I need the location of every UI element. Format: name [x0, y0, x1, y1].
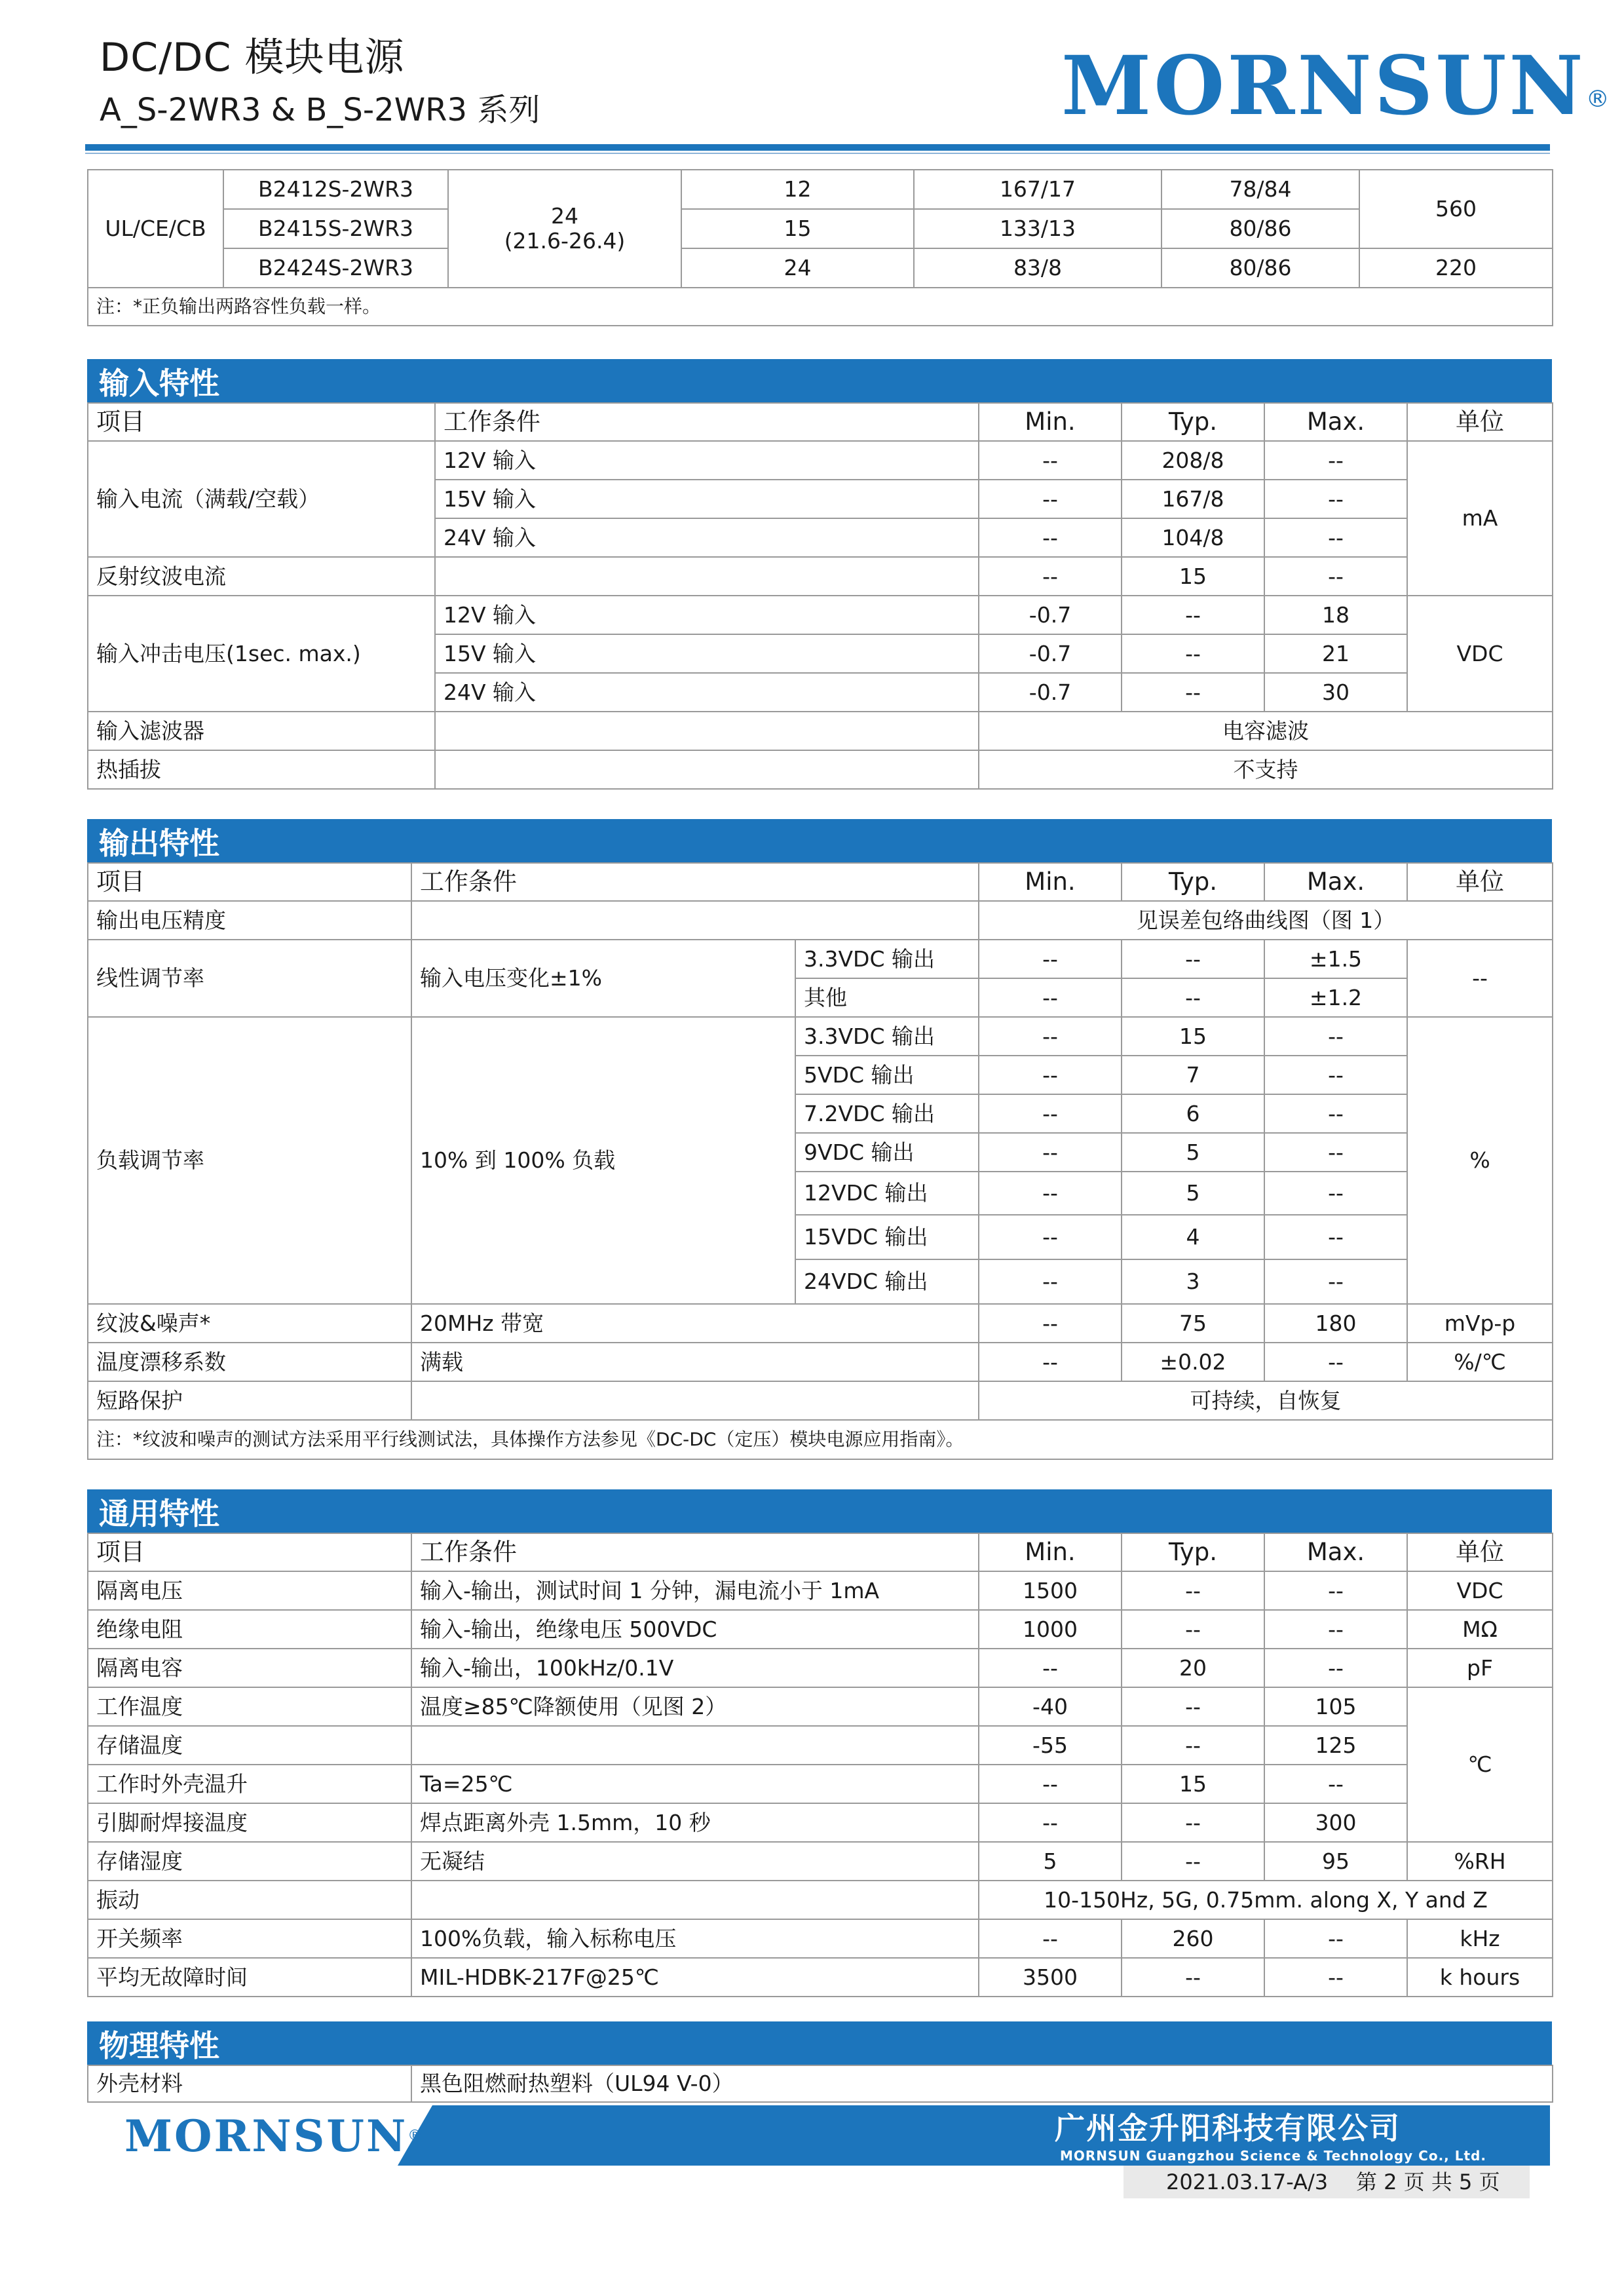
typ-cell: --	[1122, 940, 1264, 978]
row-label: 隔离电容	[88, 1649, 411, 1687]
max-cell: --	[1264, 1259, 1407, 1304]
span-value: 10-150Hz, 5G, 0.75mm. along X, Y and Z	[979, 1881, 1553, 1919]
min-cell: --	[979, 557, 1122, 596]
product-table	[87, 169, 1552, 326]
row-label: 工作温度	[88, 1687, 411, 1726]
row-label: 短路保护	[88, 1381, 411, 1420]
col-header: Max.	[1264, 1533, 1407, 1571]
min-cell: 1000	[979, 1610, 1122, 1649]
sub-cond: 9VDC 输出	[795, 1133, 979, 1172]
cond-cell: 输入电压变化±1%	[411, 940, 795, 1017]
cond-cell: 12V 输入	[435, 441, 979, 480]
model-cell: B2412S-2WR3	[223, 170, 448, 209]
cond-cell: 满载	[411, 1343, 979, 1381]
typ-cell: 208/8	[1122, 441, 1264, 480]
min-cell: --	[979, 1803, 1122, 1842]
unit-cell: mA	[1407, 441, 1553, 596]
max-cell: 21	[1264, 634, 1407, 673]
cond-cell	[411, 1881, 979, 1919]
typ-cell: --	[1122, 1610, 1264, 1649]
max-cell: 105	[1264, 1687, 1407, 1726]
cond-cell: 输入-输出，绝缘电压 500VDC	[411, 1610, 979, 1649]
typ-cell: --	[1122, 1571, 1264, 1610]
typ-cell: 167/8	[1122, 480, 1264, 518]
min-cell: -40	[979, 1687, 1122, 1726]
col-header: 项目	[88, 403, 435, 441]
cond-cell: 20MHz 带宽	[411, 1304, 979, 1343]
typ-cell: --	[1122, 634, 1264, 673]
unit-cell: pF	[1407, 1649, 1553, 1687]
min-cell: --	[979, 940, 1122, 978]
cond-cell: 无凝结	[411, 1842, 979, 1881]
sub-cond: 15VDC 输出	[795, 1215, 979, 1259]
cond-cell: 10% 到 100% 负载	[411, 1017, 795, 1304]
unit-cell: kHz	[1407, 1919, 1553, 1958]
section-title: 输出特性	[87, 819, 1552, 862]
typ-cell: --	[1122, 1842, 1264, 1881]
row-label: 反射纹波电流	[88, 557, 435, 596]
min-cell: 1500	[979, 1571, 1122, 1610]
unit-cell: %	[1407, 1017, 1553, 1304]
row-label: 外壳材料	[88, 2065, 411, 2102]
general-section	[87, 1489, 1552, 1997]
unit-cell: ℃	[1407, 1687, 1553, 1842]
vout-cell: 12	[681, 170, 914, 209]
iout-cell: 83/8	[914, 248, 1161, 288]
header-divider-thin	[85, 153, 1550, 154]
min-cell: --	[979, 1056, 1122, 1094]
min-cell: 5	[979, 1842, 1122, 1881]
typ-cell: 15	[1122, 1765, 1264, 1803]
max-cell: 18	[1264, 596, 1407, 634]
cond-cell: 焊点距离外壳 1.5mm，10 秒	[411, 1803, 979, 1842]
sub-cond: 12VDC 输出	[795, 1172, 979, 1215]
unit-cell: %/℃	[1407, 1343, 1553, 1381]
sub-cond: 24VDC 输出	[795, 1259, 979, 1304]
physical-section	[87, 2021, 1552, 2103]
efficiency-cell: 78/84	[1161, 170, 1359, 209]
max-cell: --	[1264, 1571, 1407, 1610]
col-header: Typ.	[1122, 403, 1264, 441]
max-cell: 180	[1264, 1304, 1407, 1343]
min-cell: --	[979, 1133, 1122, 1172]
min-cell: --	[979, 1017, 1122, 1056]
row-label: 平均无故障时间	[88, 1958, 411, 1997]
sub-cond: 7.2VDC 输出	[795, 1094, 979, 1133]
cond-cell	[435, 712, 979, 750]
min-cell: --	[979, 518, 1122, 557]
col-header: Min.	[979, 403, 1122, 441]
section-title: 物理特性	[87, 2021, 1552, 2065]
max-cell: --	[1264, 1343, 1407, 1381]
doc-version: 2021.03.17-A/3	[1166, 2170, 1329, 2194]
row-label: 负载调节率	[88, 1017, 411, 1304]
row-label: 隔离电压	[88, 1571, 411, 1610]
model-cell: B2424S-2WR3	[223, 248, 448, 288]
col-header: Min.	[979, 863, 1122, 901]
col-header: Max.	[1264, 863, 1407, 901]
min-cell: --	[979, 441, 1122, 480]
cond-cell: 24V 输入	[435, 673, 979, 712]
row-label: 存储湿度	[88, 1842, 411, 1881]
max-cell: --	[1264, 1919, 1407, 1958]
typ-cell: 5	[1122, 1133, 1264, 1172]
max-cell: --	[1264, 441, 1407, 480]
col-header: 工作条件	[435, 403, 979, 441]
sub-cond: 其他	[795, 978, 979, 1017]
max-cell: --	[1264, 1215, 1407, 1259]
page-number: 第 2 页 共 5 页	[1356, 2170, 1500, 2194]
cond-cell	[411, 1726, 979, 1765]
typ-cell: --	[1122, 673, 1264, 712]
max-cell: --	[1264, 1958, 1407, 1997]
max-cell: --	[1264, 1133, 1407, 1172]
span-value: 电容滤波	[979, 712, 1553, 750]
col-header: Typ.	[1122, 1533, 1264, 1571]
section-title: 通用特性	[87, 1489, 1552, 1533]
col-header: Max.	[1264, 403, 1407, 441]
col-header: 项目	[88, 863, 411, 901]
typ-cell: 15	[1122, 1017, 1264, 1056]
min-cell: -0.7	[979, 634, 1122, 673]
max-cell: --	[1264, 518, 1407, 557]
typ-cell: 7	[1122, 1056, 1264, 1094]
vout-cell: 15	[681, 209, 914, 248]
min-cell: --	[979, 978, 1122, 1017]
typ-cell: 4	[1122, 1215, 1264, 1259]
row-label: 输出电压精度	[88, 901, 411, 940]
iout-cell: 133/13	[914, 209, 1161, 248]
typ-cell: --	[1122, 1726, 1264, 1765]
value-cell: 黑色阻燃耐热塑料（UL94 V-0）	[411, 2065, 1553, 2102]
table-note: 注：*纹波和噪声的测试方法采用平行线测试法，具体操作方法参见《DC-DC（定压）模块电源应用指南》。	[88, 1420, 1553, 1459]
cond-cell: MIL-HDBK-217F@25℃	[411, 1958, 979, 1997]
min-cell: --	[979, 1304, 1122, 1343]
col-header: 工作条件	[411, 863, 979, 901]
row-label: 存储温度	[88, 1726, 411, 1765]
col-header: 单位	[1407, 1533, 1553, 1571]
company-name-cn: 广州金升阳科技有限公司	[1055, 2111, 1401, 2146]
row-label: 引脚耐焊接温度	[88, 1803, 411, 1842]
typ-cell: 260	[1122, 1919, 1264, 1958]
cond-cell	[435, 557, 979, 596]
min-cell: --	[979, 1215, 1122, 1259]
min-cell: --	[979, 1094, 1122, 1133]
span-value: 见误差包络曲线图（图 1）	[979, 901, 1553, 940]
unit-cell: MΩ	[1407, 1610, 1553, 1649]
min-cell: --	[979, 1172, 1122, 1215]
row-label: 线性调节率	[88, 940, 411, 1017]
table-note: 注：*正负输出两路容性负载一样。	[88, 288, 1553, 326]
cond-cell: 输入-输出，测试时间 1 分钟，漏电流小于 1mA	[411, 1571, 979, 1610]
max-cell: 125	[1264, 1726, 1407, 1765]
max-cell: --	[1264, 1056, 1407, 1094]
typ-cell: 20	[1122, 1649, 1264, 1687]
sub-cond: 5VDC 输出	[795, 1056, 979, 1094]
cond-cell	[411, 901, 979, 940]
header-divider	[85, 144, 1550, 151]
cond-cell: 12V 输入	[435, 596, 979, 634]
unit-cell: mVp-p	[1407, 1304, 1553, 1343]
min-cell: 3500	[979, 1958, 1122, 1997]
max-cell: 300	[1264, 1803, 1407, 1842]
row-label: 温度漂移系数	[88, 1343, 411, 1381]
max-cell: --	[1264, 1765, 1407, 1803]
capload-cell: 560	[1359, 170, 1553, 248]
max-cell: --	[1264, 1610, 1407, 1649]
vin-cell: 24 (21.6-26.4)	[448, 170, 681, 288]
unit-cell: VDC	[1407, 1571, 1553, 1610]
footer-logo: MORNSUN®	[124, 2111, 425, 2162]
typ-cell: 15	[1122, 557, 1264, 596]
cond-cell: 15V 输入	[435, 634, 979, 673]
max-cell: 95	[1264, 1842, 1407, 1881]
col-header: 单位	[1407, 863, 1553, 901]
mornsun-logo: MORNSUN®	[1061, 39, 1612, 134]
min-cell: -55	[979, 1726, 1122, 1765]
span-value: 不支持	[979, 750, 1553, 789]
col-header: Min.	[979, 1533, 1122, 1571]
col-header: Typ.	[1122, 863, 1264, 901]
cond-cell: 24V 输入	[435, 518, 979, 557]
max-cell: ±1.5	[1264, 940, 1407, 978]
typ-cell: --	[1122, 1803, 1264, 1842]
min-cell: --	[979, 1649, 1122, 1687]
min-cell: -0.7	[979, 673, 1122, 712]
typ-cell: 6	[1122, 1094, 1264, 1133]
max-cell: --	[1264, 480, 1407, 518]
col-header: 单位	[1407, 403, 1553, 441]
sub-cond: 3.3VDC 输出	[795, 940, 979, 978]
series-title: A_S-2WR3 & B_S-2WR3 系列	[100, 92, 540, 128]
max-cell: --	[1264, 1094, 1407, 1133]
max-cell: --	[1264, 1017, 1407, 1056]
max-cell: 30	[1264, 673, 1407, 712]
cond-cell: Ta=25℃	[411, 1765, 979, 1803]
cond-cell: 温度≥85℃降额使用（见图 2）	[411, 1687, 979, 1726]
typ-cell: 5	[1122, 1172, 1264, 1215]
typ-cell: --	[1122, 596, 1264, 634]
output-section	[87, 819, 1552, 1460]
row-label: 输入电流（满载/空载）	[88, 441, 435, 557]
typ-cell: --	[1122, 1958, 1264, 1997]
typ-cell: 75	[1122, 1304, 1264, 1343]
max-cell: ±1.2	[1264, 978, 1407, 1017]
cond-cell: 100%负载，输入标称电压	[411, 1919, 979, 1958]
col-header: 项目	[88, 1533, 411, 1571]
typ-cell: ±0.02	[1122, 1343, 1264, 1381]
row-label: 开关频率	[88, 1919, 411, 1958]
row-label: 输入冲击电压(1sec. max.)	[88, 596, 435, 712]
max-cell: --	[1264, 1172, 1407, 1215]
row-label: 输入滤波器	[88, 712, 435, 750]
efficiency-cell: 80/86	[1161, 209, 1359, 248]
cert-cell: UL/CE/CB	[88, 170, 223, 288]
cond-cell: 15V 输入	[435, 480, 979, 518]
min-cell: --	[979, 1343, 1122, 1381]
efficiency-cell: 80/86	[1161, 248, 1359, 288]
unit-cell: VDC	[1407, 596, 1553, 712]
max-cell: --	[1264, 1649, 1407, 1687]
typ-cell: --	[1122, 1687, 1264, 1726]
min-cell: --	[979, 1919, 1122, 1958]
min-cell: -0.7	[979, 596, 1122, 634]
company-name-en: MORNSUN Guangzhou Science & Technology Co., Ltd.	[1060, 2148, 1486, 2164]
capload-cell: 220	[1359, 248, 1553, 288]
unit-cell: k hours	[1407, 1958, 1553, 1997]
cond-cell	[411, 1381, 979, 1420]
page-title: DC/DC 模块电源	[100, 35, 405, 81]
min-cell: --	[979, 480, 1122, 518]
model-cell: B2415S-2WR3	[223, 209, 448, 248]
row-label: 工作时外壳温升	[88, 1765, 411, 1803]
unit-cell: --	[1407, 940, 1553, 1017]
span-value: 可持续，自恢复	[979, 1381, 1553, 1420]
col-header: 工作条件	[411, 1533, 979, 1571]
row-label: 纹波&噪声*	[88, 1304, 411, 1343]
vout-cell: 24	[681, 248, 914, 288]
typ-cell: 104/8	[1122, 518, 1264, 557]
cond-cell	[435, 750, 979, 789]
row-label: 热插拔	[88, 750, 435, 789]
row-label: 绝缘电阻	[88, 1610, 411, 1649]
row-label: 振动	[88, 1881, 411, 1919]
max-cell: --	[1264, 557, 1407, 596]
iout-cell: 167/17	[914, 170, 1161, 209]
cond-cell: 输入-输出，100kHz/0.1V	[411, 1649, 979, 1687]
typ-cell: 3	[1122, 1259, 1264, 1304]
typ-cell: --	[1122, 978, 1264, 1017]
unit-cell: %RH	[1407, 1842, 1553, 1881]
section-title: 输入特性	[87, 359, 1552, 402]
min-cell: --	[979, 1259, 1122, 1304]
input-section	[87, 359, 1552, 790]
sub-cond: 3.3VDC 输出	[795, 1017, 979, 1056]
min-cell: --	[979, 1765, 1122, 1803]
